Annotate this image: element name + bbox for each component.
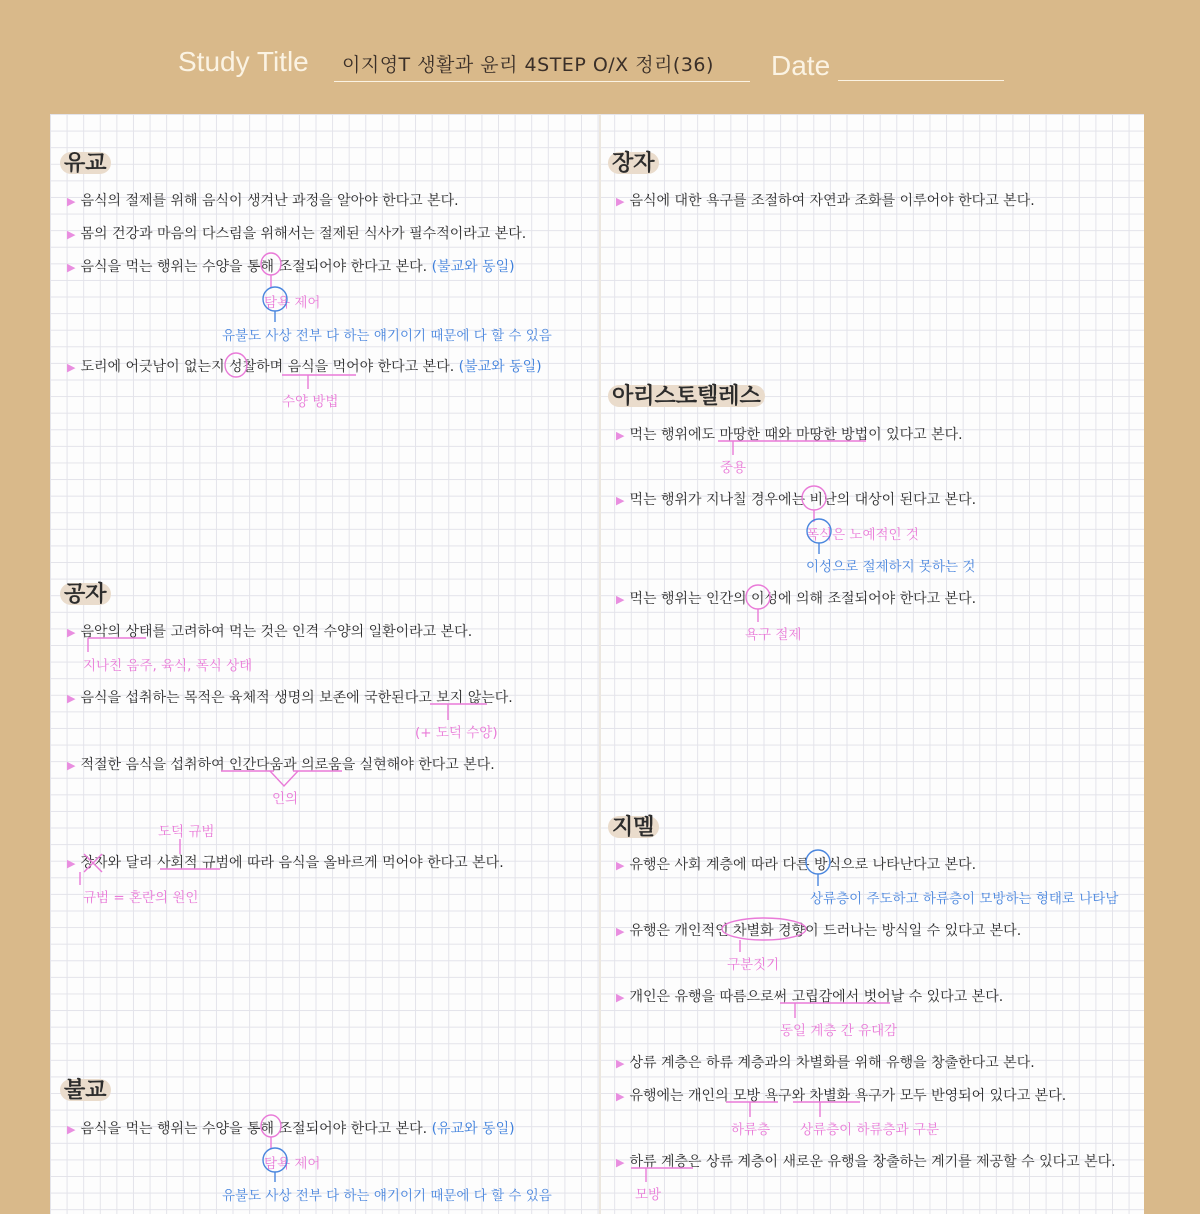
annotation: 욕구 절제	[745, 627, 802, 643]
triangle-bullet-icon: ▶	[67, 261, 76, 274]
annotation: 지나친 음주, 육식, 폭식 상태	[83, 658, 253, 674]
list-item: ▶ 적절한 음식을 섭취하여 인간다움과 의로움을 실현해야 한다고 본다.	[67, 757, 495, 773]
list-item: ▶ 먹는 행위에도 마땅한 때와 마땅한 방법이 있다고 본다.	[616, 427, 963, 443]
list-item: ▶ 몸의 건강과 마음의 다스림을 위해서는 절제된 식사가 필수적이라고 본다.	[67, 226, 527, 242]
list-item: ▶ 음식에 대한 욕구를 조절하여 자연과 조화를 이루어야 한다고 본다.	[616, 193, 1035, 209]
annotation: 수양 방법	[282, 394, 339, 410]
annotation: 인의	[272, 791, 299, 807]
list-item: ▶ 음식을 섭취하는 목적은 육체적 생명의 보존에 국한된다고 보지 않는다.	[67, 690, 513, 706]
list-item: ▶ 개인은 유행을 따름으로써 고립감에서 벗어날 수 있다고 본다.	[616, 989, 1004, 1005]
annotation: 이성으로 절제하지 못하는 것	[806, 559, 976, 575]
triangle-bullet-icon: ▶	[616, 1090, 625, 1103]
heading-bulgyo: 불교	[64, 1073, 107, 1104]
annotation: 탐욕 제어	[264, 1156, 321, 1172]
triangle-bullet-icon: ▶	[67, 361, 76, 374]
triangle-bullet-icon: ▶	[67, 692, 76, 705]
heading-simmel: 지멜	[612, 810, 655, 841]
triangle-bullet-icon: ▶	[616, 429, 625, 442]
list-item: ▶ 상류 계층은 하류 계층과의 차별화를 위해 유행을 창출한다고 본다.	[616, 1055, 1035, 1071]
triangle-bullet-icon: ▶	[67, 759, 76, 772]
triangle-bullet-icon: ▶	[67, 857, 76, 870]
triangle-bullet-icon: ▶	[616, 1057, 625, 1070]
triangle-bullet-icon: ▶	[616, 195, 625, 208]
annotation: 상류층이 주도하고 하류층이 모방하는 형태로 나타남	[810, 891, 1119, 907]
list-item: ▶ 장자와 달리 사회적 규범에 따라 음식을 올바르게 먹어야 한다고 본다.	[67, 855, 504, 871]
list-item: ▶ 음식을 먹는 행위는 수양을 통해 조절되어야 한다고 본다. (유교와 동일)	[67, 1121, 515, 1137]
triangle-bullet-icon: ▶	[616, 1156, 625, 1169]
annotation: 탐욕 제어	[264, 295, 321, 311]
list-item: ▶ 음악의 상태를 고려하여 먹는 것은 인격 수양의 일환이라고 본다.	[67, 624, 473, 640]
annotation: 상류층이 하류층과 구분	[800, 1122, 939, 1138]
annotation: 모방	[635, 1187, 662, 1203]
list-item: ▶ 유행에는 개인의 모방 욕구와 차별화 욕구가 모두 반영되어 있다고 본다.	[616, 1088, 1067, 1104]
column-divider	[599, 114, 601, 1214]
annotation: 중용	[720, 460, 747, 476]
annotation: (+ 도덕 수양)	[415, 725, 498, 741]
date-label: Date	[771, 50, 831, 81]
annotation: 유불도 사상 전부 다 하는 얘기이기 때문에 다 할 수 있음	[222, 1188, 552, 1204]
annotation: 유불도 사상 전부 다 하는 얘기이기 때문에 다 할 수 있음	[222, 328, 552, 344]
annotation: 규범 = 혼란의 원인	[83, 890, 199, 906]
triangle-bullet-icon: ▶	[67, 626, 76, 639]
list-item: ▶ 음식의 절제를 위해 음식이 생겨난 과정을 알아야 한다고 본다.	[67, 193, 459, 209]
triangle-bullet-icon: ▶	[616, 593, 625, 606]
triangle-bullet-icon: ▶	[616, 991, 625, 1004]
list-item: ▶ 유행은 개인적인 차별화 경향이 드러나는 방식일 수 있다고 본다.	[616, 923, 1022, 939]
list-item: ▶ 도리에 어긋남이 없는지 성찰하며 음식을 먹어야 한다고 본다. (불교와 동일)	[67, 359, 542, 375]
triangle-bullet-icon: ▶	[67, 228, 76, 241]
page-header	[0, 0, 1200, 110]
list-item: ▶ 하류 계층은 상류 계층이 새로운 유행을 창출하는 계기를 제공할 수 있다고 본다.	[616, 1154, 1116, 1170]
grid-paper	[50, 114, 1144, 1214]
annotation: 하류층	[731, 1122, 771, 1138]
triangle-bullet-icon: ▶	[616, 925, 625, 938]
list-item: ▶ 먹는 행위가 지나칠 경우에는 비난의 대상이 된다고 본다.	[616, 492, 977, 508]
heading-yugyo: 유교	[64, 146, 107, 177]
triangle-bullet-icon: ▶	[616, 494, 625, 507]
annotation: 도덕 규범	[158, 824, 215, 840]
triangle-bullet-icon: ▶	[67, 1123, 76, 1136]
study-title-value: 이지영T 생활과 윤리 4STEP O/X 정리(36)	[334, 50, 750, 82]
date-field-line	[838, 80, 1004, 81]
list-item: ▶ 유행은 사회 계층에 따라 다른 방식으로 나타난다고 본다.	[616, 857, 977, 873]
annotation: 동일 계층 간 유대감	[780, 1023, 898, 1039]
triangle-bullet-icon: ▶	[67, 195, 76, 208]
annotation: 폭식은 노예적인 것	[806, 527, 919, 543]
study-title-label: Study Title	[178, 46, 309, 77]
heading-jangja: 장자	[612, 146, 655, 177]
heading-gongja: 공자	[64, 577, 107, 608]
annotation: 구분짓기	[727, 957, 780, 973]
list-item: ▶ 먹는 행위는 인간의 이성에 의해 조절되어야 한다고 본다.	[616, 591, 977, 607]
heading-aristotle: 아리스토텔레스	[612, 379, 761, 410]
list-item: ▶ 음식을 먹는 행위는 수양을 통해 조절되어야 한다고 본다. (불교와 동일)	[67, 259, 515, 275]
triangle-bullet-icon: ▶	[616, 859, 625, 872]
